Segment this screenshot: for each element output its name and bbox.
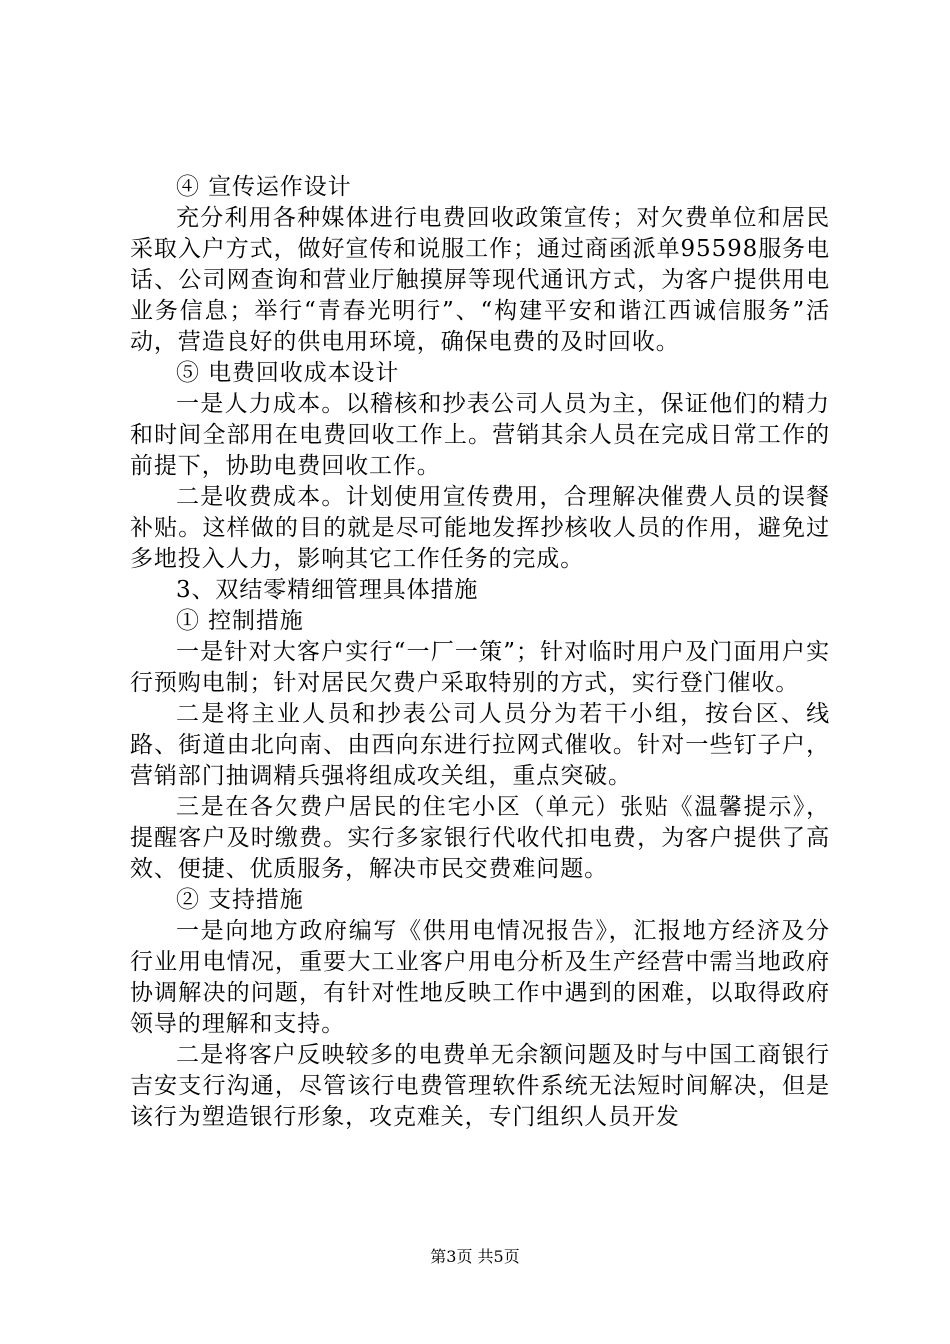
section-heading-cost: ⑤ 电费回收成本设计 xyxy=(176,360,400,386)
page-footer: 第3页 共5页 xyxy=(430,1247,520,1266)
paragraph-control-1: 一是针对大客户实行“一厂一策”；针对临时用户及门面用户实行预购电制；针对居民欠费户采取特别的方式，实行登门催收。 xyxy=(130,639,830,696)
section-heading-control: ① 控制措施 xyxy=(176,608,304,634)
paragraph-publicity: 充分利用各种媒体进行电费回收政策宣传；对欠费单位和居民采取入户方式，做好宣传和说服工作；通过商函派单95598服务电话、公司网查询和营业厅触摸屏等现代通讯方式，为客户提供用电业务信息；举行“青春光明行”、“构建平安和谐江西诚信服务”活动，营造良好的供电用环境，确保电费的及时回收。 xyxy=(130,205,830,355)
section-heading-measures: 3、双结零精细管理具体措施 xyxy=(176,577,479,603)
section-heading-publicity: ④ 宣传运作设计 xyxy=(176,174,352,200)
paragraph-support-1: 一是向地方政府编写《供用电情况报告》，汇报地方经济及分行业用电情况，重要大工业客户用电分析及生产经营中需当地政府协调解决的问题，有针对性地反映工作中遇到的困难，以取得政府领导的理解和支持。 xyxy=(130,918,830,1037)
paragraph-control-2: 二是将主业人员和抄表公司人员分为若干小组，按台区、线路、街道由北向南、由西向东进行拉网式催收。针对一些钉子户，营销部门抽调精兵强将组成攻关组，重点突破。 xyxy=(130,701,830,789)
paragraph-support-2: 二是将客户反映较多的电费单无余额问题及时与中国工商银行吉安支行沟通，尽管该行电费管理软件系统无法短时间解决，但是该行为塑造银行形象，攻克难关，专门组织人员开发 xyxy=(130,1042,830,1130)
paragraph-collection-cost: 二是收费成本。计划使用宣传费用，合理解决催费人员的误餐补贴。这样做的目的就是尽可能地发挥抄核收人员的作用，避免过多地投入人力，影响其它工作任务的完成。 xyxy=(130,484,830,572)
paragraph-control-3: 三是在各欠费户居民的住宅小区（单元）张贴《温馨提示》，提醒客户及时缴费。实行多家银行代收代扣电费，为客户提供了高效、便捷、优质服务，解决市民交费难问题。 xyxy=(130,794,830,882)
section-heading-support: ② 支持措施 xyxy=(176,887,304,913)
paragraph-labor-cost: 一是人力成本。以稽核和抄表公司人员为主，保证他们的精力和时间全部用在电费回收工作上。营销其余人员在完成日常工作的前提下，协助电费回收工作。 xyxy=(130,391,830,479)
document-body xyxy=(130,172,830,1133)
